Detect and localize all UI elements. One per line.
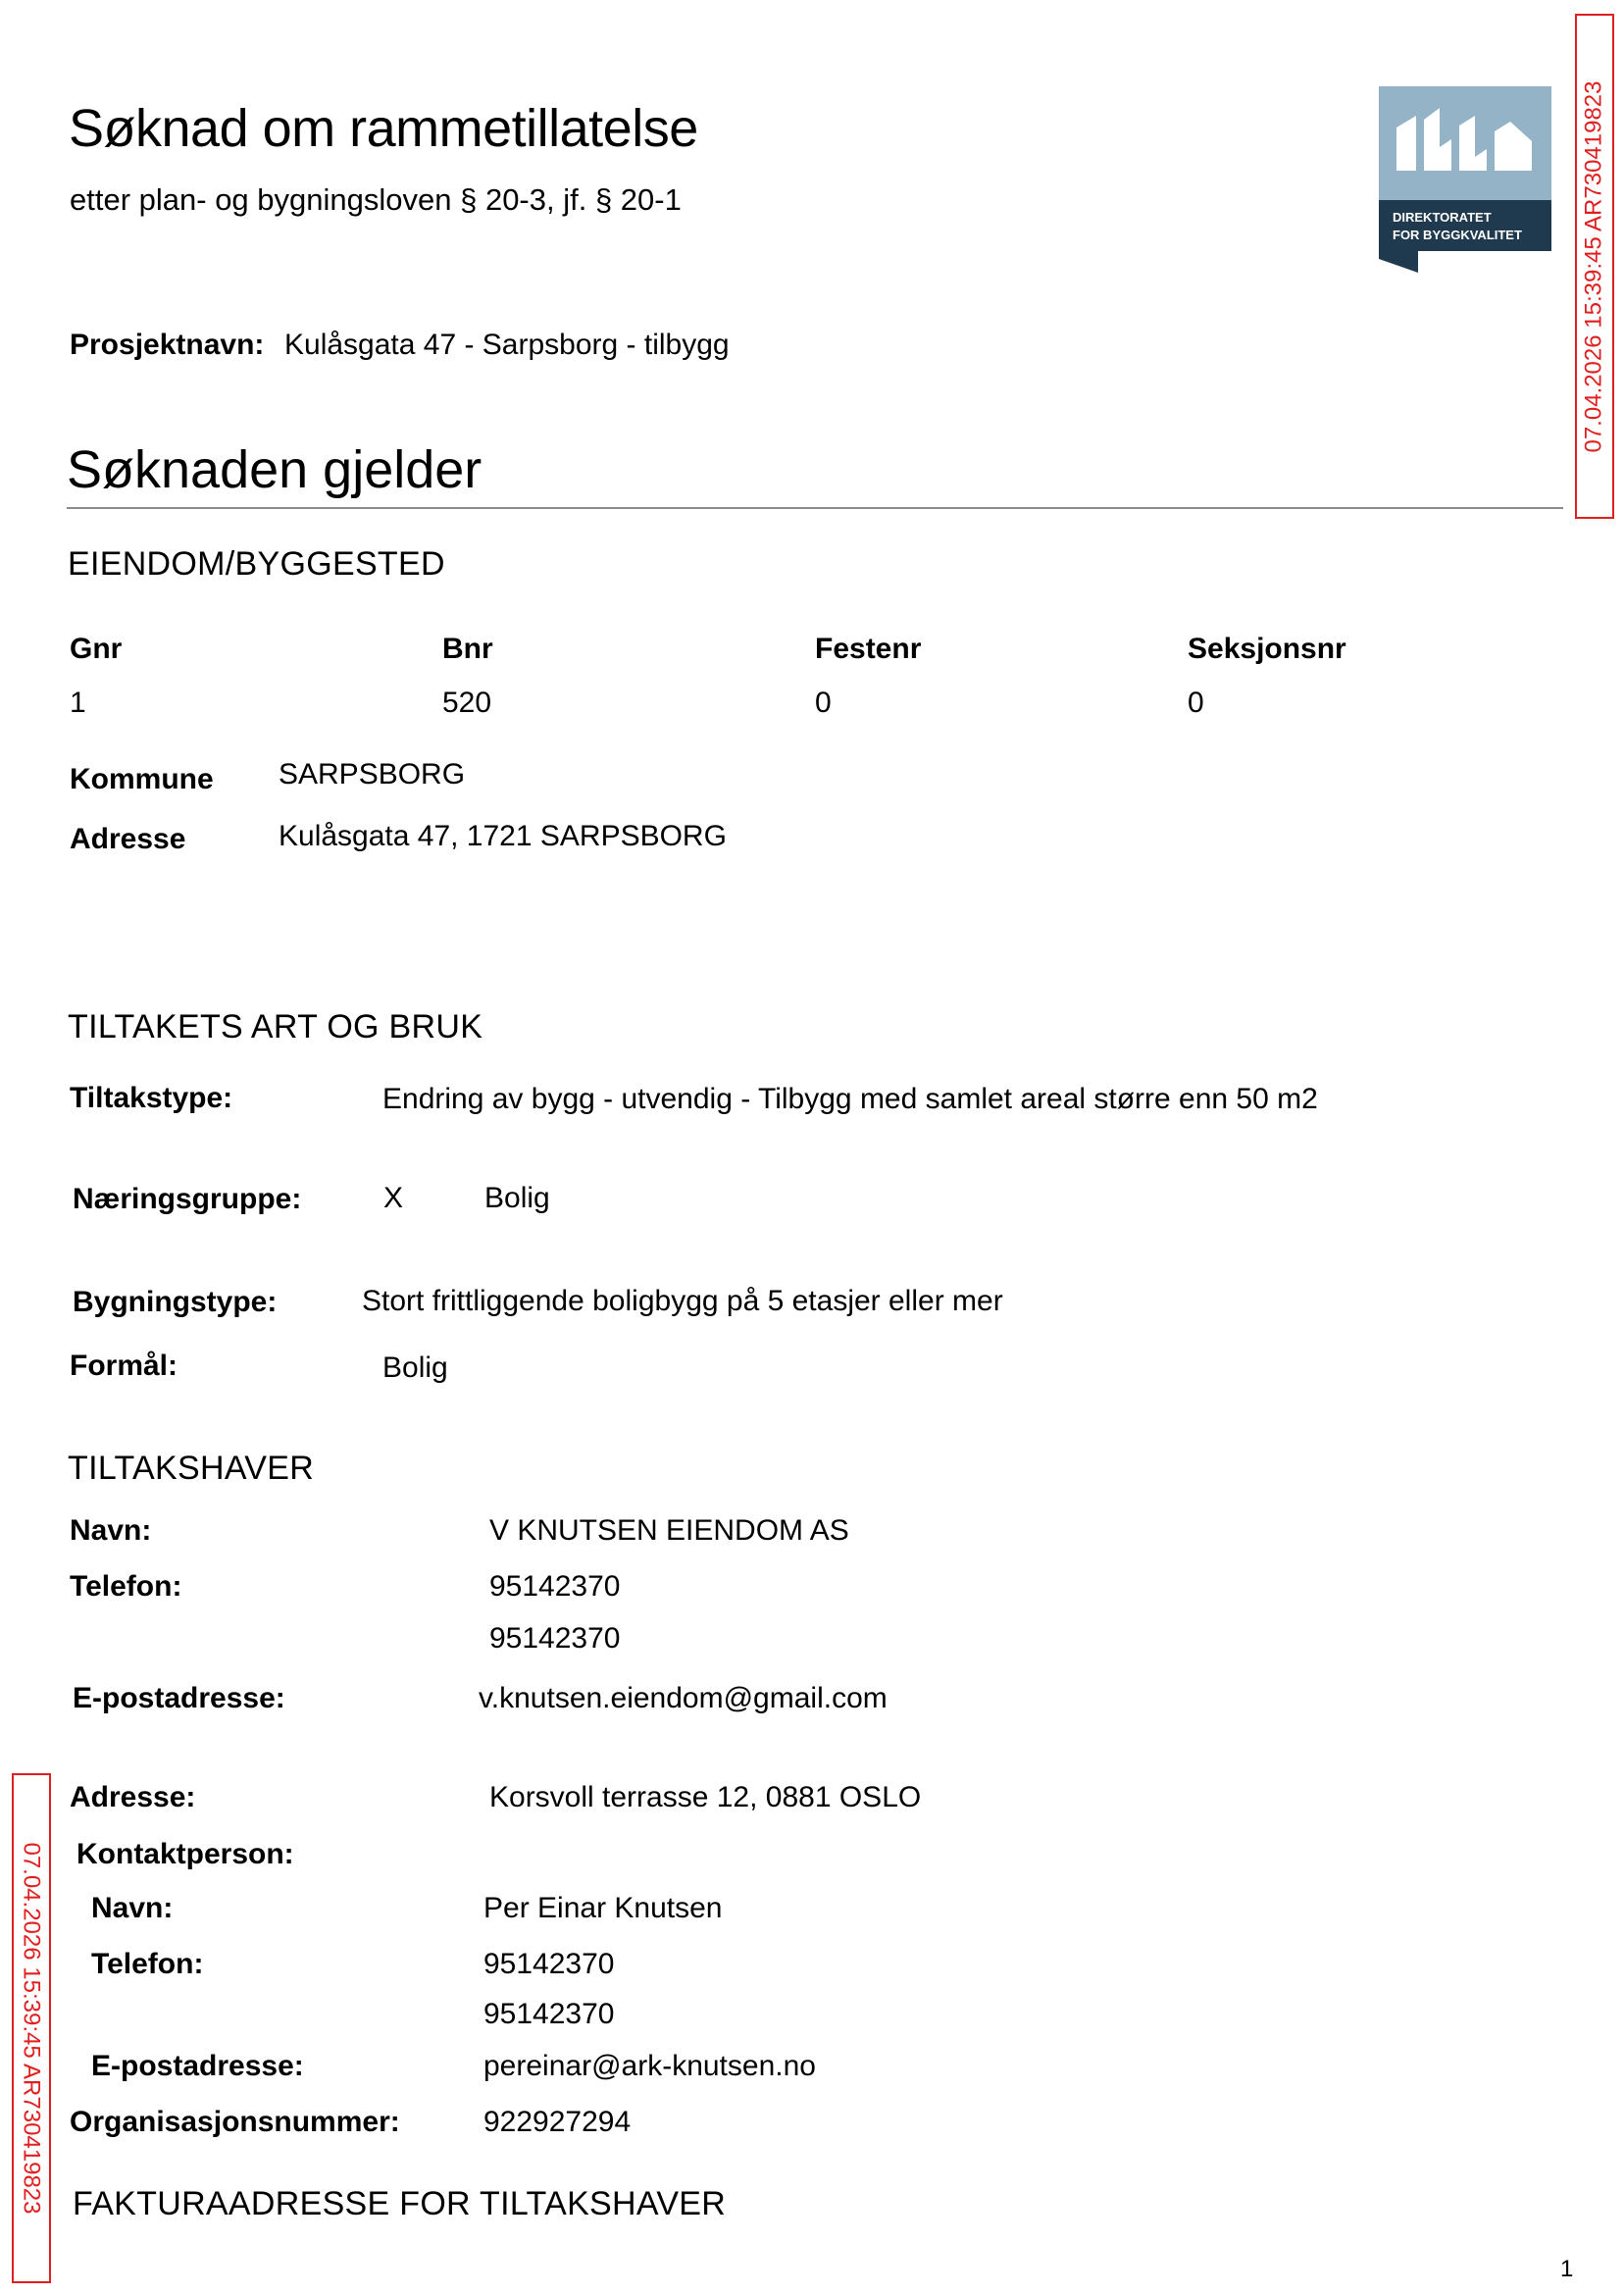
kommune-label: Kommune (70, 763, 214, 795)
dibk-logo (1379, 86, 1551, 273)
owner-address-label: Adresse: (70, 1781, 196, 1813)
logo-text-line1: DIREKTORATET (1393, 210, 1492, 225)
formal-label: Formål: (70, 1350, 178, 1382)
naeringsgruppe-value: Bolig (484, 1182, 550, 1214)
naeringsgruppe-code: X (383, 1182, 404, 1214)
owner-heading: TILTAKSHAVER (68, 1450, 315, 1487)
contact-email-value: pereinar@ark-knutsen.no (483, 2050, 816, 2082)
festenr-value: 0 (815, 687, 832, 719)
owner-phone-value-2: 95142370 (489, 1622, 621, 1655)
owner-email-label: E-postadresse: (73, 1682, 285, 1714)
adresse-label: Adresse (70, 823, 186, 855)
bygningstype-label: Bygningstype: (73, 1286, 278, 1318)
gnr-value: 1 (70, 687, 86, 719)
document-title: Søknad om rammetillatelse (69, 99, 698, 158)
project-name-label: Prosjektnavn: (70, 329, 265, 361)
naeringsgruppe-label: Næringsgruppe: (73, 1183, 302, 1215)
contact-phone-value-2: 95142370 (483, 1998, 615, 2030)
orgnr-value: 922927294 (483, 2106, 632, 2138)
festenr-label: Festenr (815, 633, 922, 665)
project-name-value: Kulåsgata 47 - Sarpsborg - tilbygg (284, 329, 730, 361)
owner-phone-value: 95142370 (489, 1570, 621, 1603)
seksjonsnr-label: Seksjonsnr (1188, 633, 1346, 665)
contact-name-label: Navn: (91, 1892, 174, 1924)
owner-email-value: v.knutsen.eiendom@gmail.com (479, 1682, 888, 1714)
timestamp-stamp-left: 07.04.2026 15:39:45 AR730419823 (12, 1773, 51, 2283)
property-heading: EIENDOM/BYGGESTED (68, 545, 445, 583)
page-number: 1 (1560, 2256, 1574, 2282)
contact-person-label: Kontaktperson: (76, 1838, 294, 1870)
tiltakstype-value: Endring av bygg - utvendig - Tilbygg med samlet areal større enn 50 m2 (382, 1083, 1318, 1115)
tiltakstype-label: Tiltakstype: (70, 1082, 233, 1114)
formal-value: Bolig (382, 1351, 448, 1384)
timestamp-stamp-top: 07.04.2026 15:39:45 AR730419823 (1575, 14, 1614, 519)
owner-address-value: Korsvoll terrasse 12, 0881 OSLO (489, 1781, 922, 1813)
bnr-label: Bnr (442, 633, 493, 665)
document-subtitle: etter plan- og bygningsloven § 20-3, jf. § 20-1 (70, 182, 682, 217)
invoice-heading: FAKTURAADRESSE FOR TILTAKSHAVER (73, 2185, 727, 2222)
adresse-value: Kulåsgata 47, 1721 SARPSBORG (279, 820, 727, 852)
logo-text-line2: FOR BYGGKVALITET (1393, 228, 1522, 242)
gnr-label: Gnr (70, 633, 123, 665)
owner-name-value: V KNUTSEN EIENDOM AS (489, 1514, 849, 1547)
contact-phone-label: Telefon: (91, 1948, 204, 1980)
contact-email-label: E-postadresse: (91, 2050, 304, 2082)
orgnr-label: Organisasjonsnummer: (70, 2106, 400, 2138)
seksjonsnr-value: 0 (1188, 687, 1204, 719)
bnr-value: 520 (442, 687, 492, 719)
measure-heading: TILTAKETS ART OG BRUK (68, 1008, 483, 1045)
contact-name-value: Per Einar Knutsen (483, 1892, 723, 1924)
owner-name-label: Navn: (70, 1514, 152, 1547)
bygningstype-value: Stort frittliggende boligbygg på 5 etasjer eller mer (362, 1285, 1003, 1317)
section-title: Søknaden gjelder (67, 440, 482, 499)
section-divider (67, 507, 1563, 509)
contact-phone-value: 95142370 (483, 1948, 615, 1980)
kommune-value: SARPSBORG (279, 758, 466, 790)
owner-phone-label: Telefon: (70, 1570, 182, 1603)
